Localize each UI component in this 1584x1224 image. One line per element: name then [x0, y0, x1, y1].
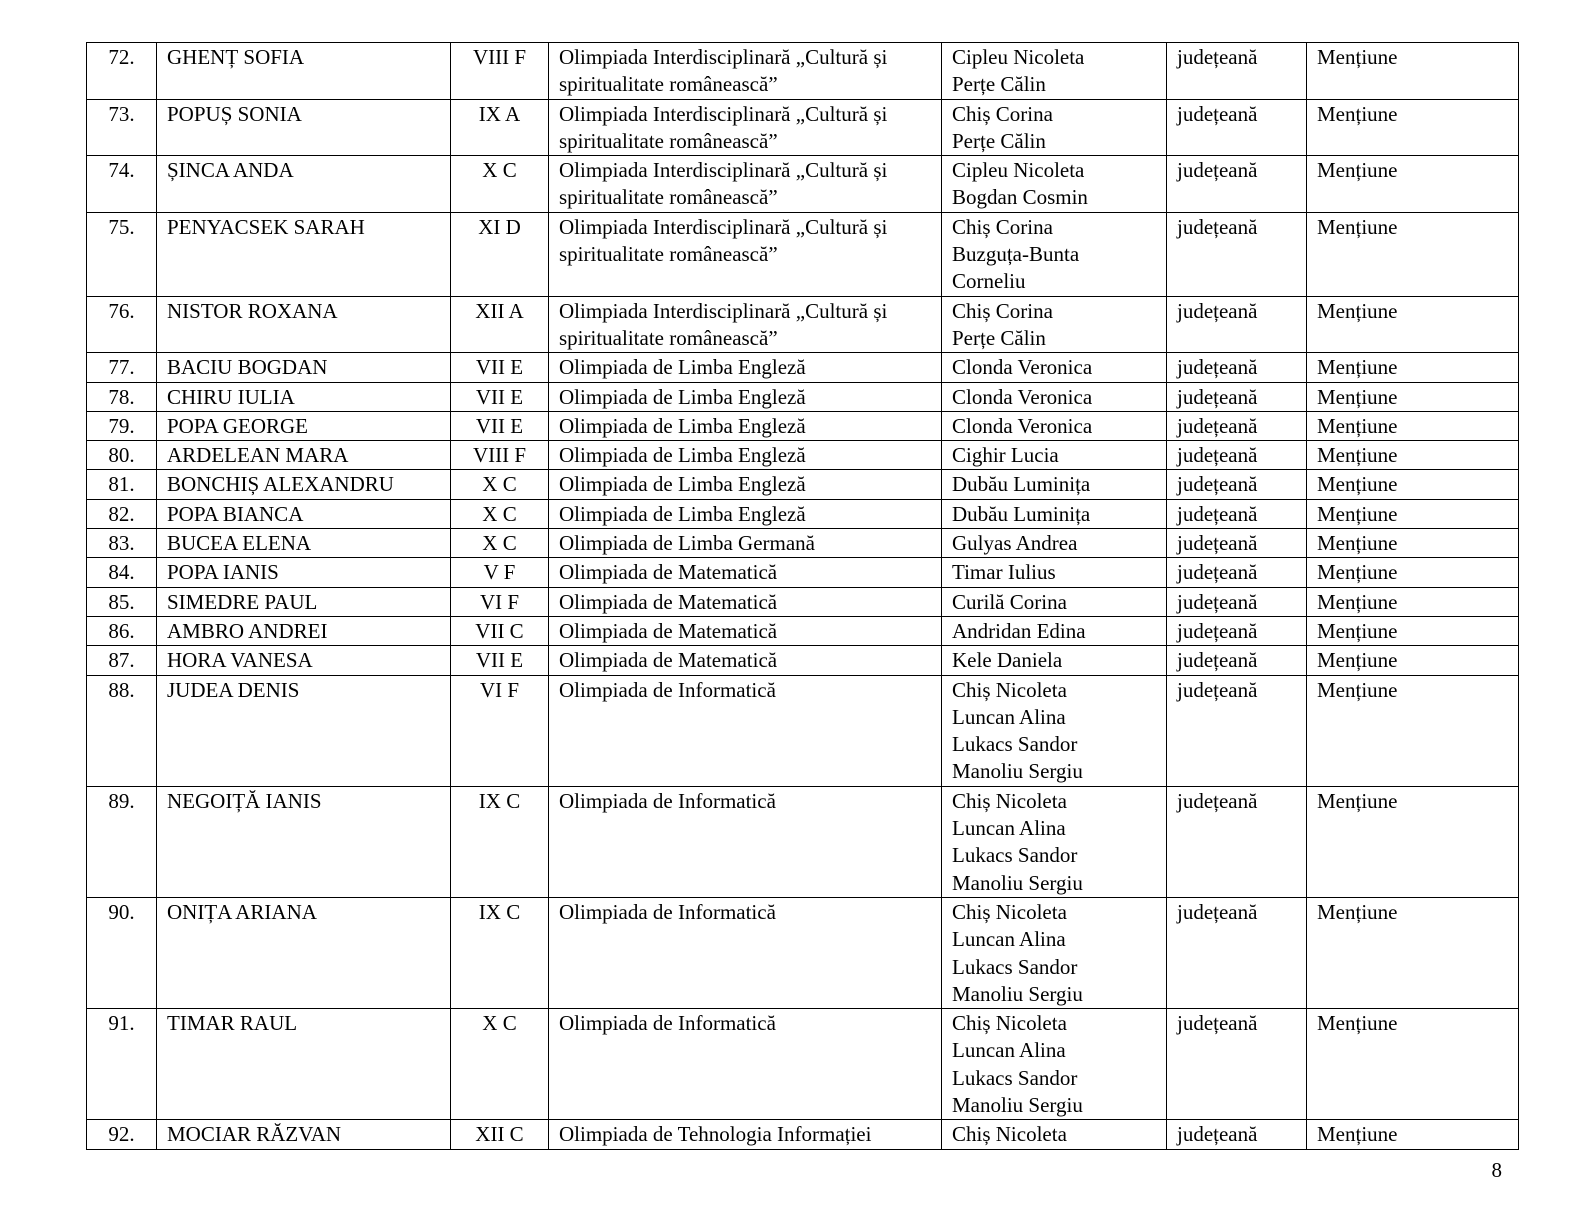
competition-name-line: Olimpiada de Matematică	[559, 560, 778, 585]
table-row	[87, 786, 1519, 897]
teacher-names-line: Chiș Nicoleta	[952, 788, 1067, 813]
table-row	[87, 675, 1519, 786]
competition-name	[549, 156, 942, 213]
competition-stage: județeană	[1167, 616, 1307, 645]
table-row	[87, 558, 1519, 587]
teacher-names-line: Chiș Corina	[952, 214, 1053, 239]
teacher-names-line: Luncan Alina	[952, 816, 1066, 841]
award: Mențiune	[1307, 646, 1519, 675]
award: Mențiune	[1307, 99, 1519, 156]
competition-stage: județeană	[1167, 212, 1307, 296]
competition-name	[549, 646, 942, 675]
competition-stage: județeană	[1167, 382, 1307, 411]
student-name: POPA GEORGE	[157, 411, 451, 440]
teacher-names-line: Corneliu	[952, 269, 1026, 294]
student-name: PENYACSEK SARAH	[157, 212, 451, 296]
student-name: BONCHIȘ ALEXANDRU	[157, 470, 451, 499]
student-class: XII C	[451, 1120, 549, 1149]
award: Mențiune	[1307, 470, 1519, 499]
teacher-names	[942, 212, 1167, 296]
teacher-names-line: Luncan Alina	[952, 704, 1066, 729]
student-name: AMBRO ANDREI	[157, 616, 451, 645]
teacher-names	[942, 411, 1167, 440]
table-row	[87, 529, 1519, 558]
student-class: IX A	[451, 99, 549, 156]
competition-name-line: Olimpiada de Limba Engleză	[559, 413, 806, 438]
row-number: 77.	[87, 353, 157, 382]
competition-name	[549, 587, 942, 616]
student-class: XI D	[451, 212, 549, 296]
teacher-names	[942, 470, 1167, 499]
row-number: 74.	[87, 156, 157, 213]
award: Mențiune	[1307, 382, 1519, 411]
competition-name	[549, 786, 942, 897]
teacher-names-line: Manoliu Sergiu	[952, 759, 1083, 784]
row-number: 91.	[87, 1009, 157, 1120]
page-number: 8	[1491, 1158, 1502, 1182]
teacher-names-line: Andridan Edina	[952, 618, 1086, 643]
student-class: V F	[451, 558, 549, 587]
student-class: X C	[451, 156, 549, 213]
teacher-names-line: Clonda Veronica	[952, 384, 1093, 409]
teacher-names-line: Cipleu Nicoleta	[952, 158, 1085, 183]
student-class: VIII F	[451, 43, 549, 100]
competition-name-line: Olimpiada Interdisciplinară „Cultură și	[559, 101, 888, 126]
award: Mențiune	[1307, 1120, 1519, 1149]
student-class: X C	[451, 499, 549, 528]
teacher-names-line: Clonda Veronica	[952, 355, 1093, 380]
competition-stage: județeană	[1167, 897, 1307, 1008]
row-number: 72.	[87, 43, 157, 100]
table-row	[87, 587, 1519, 616]
teacher-names-line: Dubău Luminița	[952, 501, 1091, 526]
competition-name-line: Olimpiada Interdisciplinară „Cultură și	[559, 214, 888, 239]
student-class: XII A	[451, 296, 549, 353]
competition-name-line: spiritualitate românească”	[559, 242, 778, 267]
table-row	[87, 616, 1519, 645]
student-name: TIMAR RAUL	[157, 1009, 451, 1120]
student-name: GHENȚ SOFIA	[157, 43, 451, 100]
teacher-names-line: Lukacs Sandor	[952, 1065, 1078, 1090]
teacher-names	[942, 441, 1167, 470]
competition-name-line: Olimpiada de Informatică	[559, 899, 776, 924]
competition-stage: județeană	[1167, 558, 1307, 587]
teacher-names-line: Curilă Corina	[952, 589, 1067, 614]
competition-name-line: Olimpiada de Limba Engleză	[559, 443, 806, 468]
competition-stage: județeană	[1167, 43, 1307, 100]
competition-stage: județeană	[1167, 99, 1307, 156]
competition-name-line: spiritualitate românească”	[559, 72, 778, 97]
award: Mențiune	[1307, 786, 1519, 897]
row-number: 80.	[87, 441, 157, 470]
competition-name-line: Olimpiada de Matematică	[559, 648, 778, 673]
award: Mențiune	[1307, 353, 1519, 382]
results-table	[86, 42, 1519, 1150]
row-number: 92.	[87, 1120, 157, 1149]
competition-stage: județeană	[1167, 499, 1307, 528]
award: Mențiune	[1307, 616, 1519, 645]
teacher-names	[942, 529, 1167, 558]
award: Mențiune	[1307, 529, 1519, 558]
competition-name-line: Olimpiada de Informatică	[559, 677, 776, 702]
competition-stage: județeană	[1167, 529, 1307, 558]
student-class: VI F	[451, 587, 549, 616]
teacher-names-line: Chiș Corina	[952, 298, 1053, 323]
competition-name	[549, 529, 942, 558]
award: Mențiune	[1307, 296, 1519, 353]
teacher-names-line: Lukacs Sandor	[952, 954, 1078, 979]
competition-stage: județeană	[1167, 786, 1307, 897]
table-row	[87, 212, 1519, 296]
student-name: CHIRU IULIA	[157, 382, 451, 411]
teacher-names-line: Kele Daniela	[952, 648, 1063, 673]
teacher-names	[942, 43, 1167, 100]
table-row	[87, 411, 1519, 440]
teacher-names	[942, 99, 1167, 156]
table-row	[87, 646, 1519, 675]
award: Mențiune	[1307, 156, 1519, 213]
row-number: 75.	[87, 212, 157, 296]
competition-stage: județeană	[1167, 675, 1307, 786]
competition-name	[549, 897, 942, 1008]
student-name: NISTOR ROXANA	[157, 296, 451, 353]
student-name: BACIU BOGDAN	[157, 353, 451, 382]
teacher-names-line: Lukacs Sandor	[952, 843, 1078, 868]
student-name: BUCEA ELENA	[157, 529, 451, 558]
teacher-names-line: Manoliu Sergiu	[952, 870, 1083, 895]
competition-stage: județeană	[1167, 646, 1307, 675]
student-class: VIII F	[451, 441, 549, 470]
student-name: POPA BIANCA	[157, 499, 451, 528]
row-number: 89.	[87, 786, 157, 897]
table-row	[87, 353, 1519, 382]
teacher-names	[942, 786, 1167, 897]
teacher-names-line: Bogdan Cosmin	[952, 185, 1088, 210]
teacher-names	[942, 353, 1167, 382]
award: Mențiune	[1307, 441, 1519, 470]
teacher-names-line: Chiș Nicoleta	[952, 677, 1067, 702]
competition-stage: județeană	[1167, 353, 1307, 382]
teacher-names-line: Chiș Nicoleta	[952, 899, 1067, 924]
competition-name-line: Olimpiada de Matematică	[559, 589, 778, 614]
competition-name	[549, 558, 942, 587]
teacher-names	[942, 156, 1167, 213]
student-class: VII E	[451, 382, 549, 411]
teacher-names-line: Chiș Nicoleta	[952, 1122, 1067, 1147]
row-number: 90.	[87, 897, 157, 1008]
student-class: X C	[451, 1009, 549, 1120]
competition-name-line: Olimpiada de Limba Engleză	[559, 355, 806, 380]
competition-name-line: Olimpiada de Limba Engleză	[559, 472, 806, 497]
competition-name-line: Olimpiada Interdisciplinară „Cultură și	[559, 45, 888, 69]
table-row	[87, 499, 1519, 528]
competition-stage: județeană	[1167, 1120, 1307, 1149]
competition-stage: județeană	[1167, 411, 1307, 440]
teacher-names	[942, 675, 1167, 786]
table-row	[87, 382, 1519, 411]
row-number: 78.	[87, 382, 157, 411]
competition-name	[549, 1120, 942, 1149]
competition-name	[549, 212, 942, 296]
competition-name-line: Olimpiada de Tehnologia Informației	[559, 1122, 872, 1147]
competition-name	[549, 1009, 942, 1120]
competition-name-line: spiritualitate românească”	[559, 185, 778, 210]
competition-name-line: Olimpiada de Limba Germană	[559, 531, 815, 556]
student-class: VII E	[451, 646, 549, 675]
competition-name-line: Olimpiada Interdisciplinară „Cultură și	[559, 298, 888, 323]
award: Mențiune	[1307, 411, 1519, 440]
award: Mențiune	[1307, 587, 1519, 616]
teacher-names-line: Cipleu Nicoleta	[952, 45, 1085, 69]
competition-name	[549, 99, 942, 156]
competition-name	[549, 675, 942, 786]
competition-stage: județeană	[1167, 441, 1307, 470]
competition-name-line: Olimpiada de Informatică	[559, 788, 776, 813]
student-name: ONIȚA ARIANA	[157, 897, 451, 1008]
row-number: 81.	[87, 470, 157, 499]
row-number: 87.	[87, 646, 157, 675]
student-name: POPA IANIS	[157, 558, 451, 587]
competition-stage: județeană	[1167, 156, 1307, 213]
table-row	[87, 1120, 1519, 1149]
competition-name	[549, 382, 942, 411]
teacher-names	[942, 499, 1167, 528]
teacher-names-line: Luncan Alina	[952, 1038, 1066, 1063]
teacher-names	[942, 897, 1167, 1008]
student-name: ARDELEAN MARA	[157, 441, 451, 470]
row-number: 79.	[87, 411, 157, 440]
table-row	[87, 897, 1519, 1008]
teacher-names	[942, 296, 1167, 353]
competition-name	[549, 616, 942, 645]
teacher-names-line: Lukacs Sandor	[952, 732, 1078, 757]
student-class: IX C	[451, 897, 549, 1008]
row-number: 83.	[87, 529, 157, 558]
competition-name-line: Olimpiada de Matematică	[559, 618, 778, 643]
teacher-names	[942, 1009, 1167, 1120]
table-row	[87, 470, 1519, 499]
teacher-names-line: Gulyas Andrea	[952, 531, 1078, 556]
teacher-names-line: Manoliu Sergiu	[952, 1092, 1083, 1117]
teacher-names-line: Luncan Alina	[952, 927, 1066, 952]
row-number: 84.	[87, 558, 157, 587]
competition-name	[549, 411, 942, 440]
teacher-names-line: Cighir Lucia	[952, 443, 1059, 468]
teacher-names-line: Perțe Călin	[952, 325, 1046, 350]
student-class: VII E	[451, 411, 549, 440]
competition-stage: județeană	[1167, 1009, 1307, 1120]
competition-name	[549, 43, 942, 100]
award: Mențiune	[1307, 675, 1519, 786]
competition-stage: județeană	[1167, 296, 1307, 353]
teacher-names-line: Manoliu Sergiu	[952, 981, 1083, 1006]
award: Mențiune	[1307, 212, 1519, 296]
teacher-names-line: Chiș Corina	[952, 101, 1053, 126]
teacher-names-line: Timar Iulius	[952, 560, 1056, 585]
row-number: 86.	[87, 616, 157, 645]
teacher-names-line: Dubău Luminița	[952, 472, 1091, 497]
competition-name-line: spiritualitate românească”	[559, 128, 778, 153]
competition-name	[549, 441, 942, 470]
row-number: 88.	[87, 675, 157, 786]
competition-name-line: Olimpiada de Informatică	[559, 1011, 776, 1036]
student-class: X C	[451, 529, 549, 558]
row-number: 82.	[87, 499, 157, 528]
student-name: NEGOIȚĂ IANIS	[157, 786, 451, 897]
competition-name-line: Olimpiada de Limba Engleză	[559, 384, 806, 409]
student-name: POPUȘ SONIA	[157, 99, 451, 156]
competition-name-line: spiritualitate românească”	[559, 325, 778, 350]
competition-name	[549, 353, 942, 382]
competition-stage: județeană	[1167, 587, 1307, 616]
student-name: HORA VANESA	[157, 646, 451, 675]
teacher-names-line: Perțe Călin	[952, 72, 1046, 97]
competition-name	[549, 296, 942, 353]
teacher-names-line: Clonda Veronica	[952, 413, 1093, 438]
row-number: 85.	[87, 587, 157, 616]
competition-name	[549, 499, 942, 528]
competition-name-line: Olimpiada de Limba Engleză	[559, 501, 806, 526]
competition-stage: județeană	[1167, 470, 1307, 499]
results-table-body	[87, 43, 1519, 1150]
teacher-names	[942, 646, 1167, 675]
award: Mențiune	[1307, 43, 1519, 100]
teacher-names-line: Chiș Nicoleta	[952, 1011, 1067, 1036]
teacher-names-line: Perțe Călin	[952, 128, 1046, 153]
teacher-names	[942, 616, 1167, 645]
student-name: ȘINCA ANDA	[157, 156, 451, 213]
student-name: MOCIAR RĂZVAN	[157, 1120, 451, 1149]
student-name: SIMEDRE PAUL	[157, 587, 451, 616]
table-row	[87, 99, 1519, 156]
table-row	[87, 156, 1519, 213]
row-number: 76.	[87, 296, 157, 353]
table-row	[87, 1009, 1519, 1120]
award: Mențiune	[1307, 499, 1519, 528]
award: Mențiune	[1307, 1009, 1519, 1120]
teacher-names	[942, 1120, 1167, 1149]
student-class: VII E	[451, 353, 549, 382]
student-class: X C	[451, 470, 549, 499]
teacher-names-line: Buzguța-Bunta	[952, 242, 1080, 267]
table-row	[87, 296, 1519, 353]
teacher-names	[942, 382, 1167, 411]
teacher-names	[942, 558, 1167, 587]
award: Mențiune	[1307, 558, 1519, 587]
student-class: VI F	[451, 675, 549, 786]
table-row	[87, 43, 1519, 100]
competition-name-line: Olimpiada Interdisciplinară „Cultură și	[559, 158, 888, 183]
row-number: 73.	[87, 99, 157, 156]
award: Mențiune	[1307, 897, 1519, 1008]
student-class: VII C	[451, 616, 549, 645]
teacher-names	[942, 587, 1167, 616]
student-name: JUDEA DENIS	[157, 675, 451, 786]
table-row	[87, 441, 1519, 470]
student-class: IX C	[451, 786, 549, 897]
competition-name	[549, 470, 942, 499]
